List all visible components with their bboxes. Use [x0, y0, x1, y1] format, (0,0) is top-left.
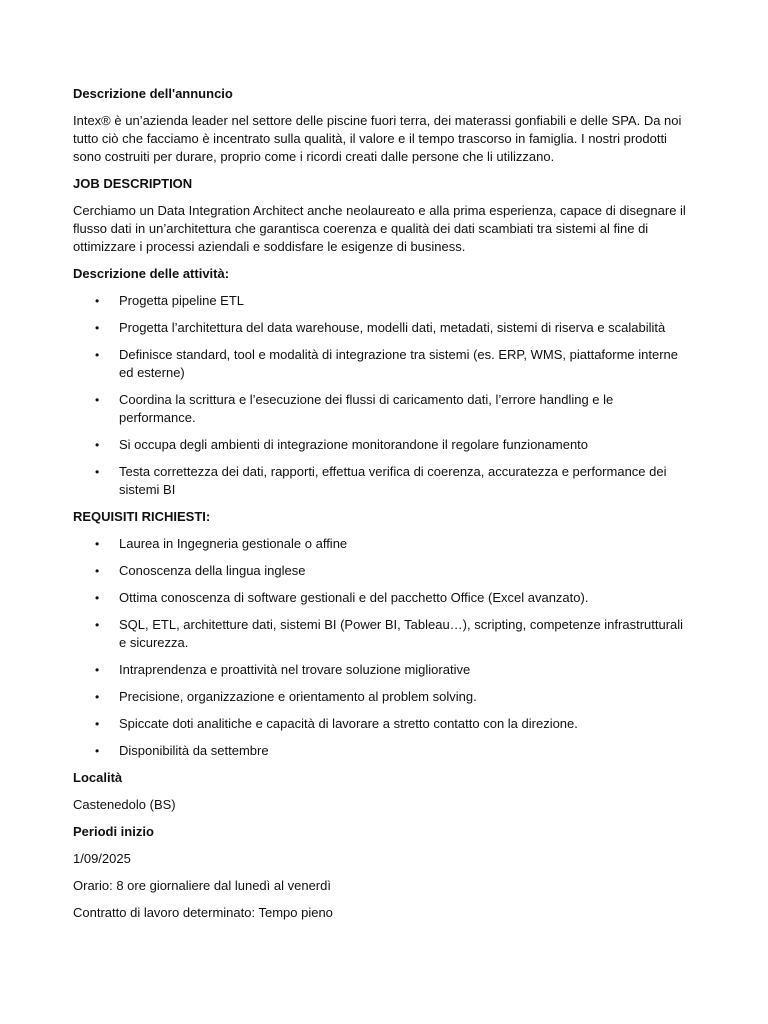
requirements-list — [73, 535, 690, 760]
list-item — [73, 391, 690, 427]
location-heading: Località — [73, 770, 123, 785]
requirements-heading: REQUISITI RICHIESTI: — [73, 509, 211, 524]
list-item-text: Ottima conoscenza di software gestionali e del pacchetto Office (Excel avanzato). — [119, 590, 589, 605]
ad-description-heading: Descrizione dell'annuncio — [73, 86, 233, 101]
list-item-text: Testa correttezza dei dati, rapporti, effettua verifica di coerenza, accuratezza e performance dei sistemi BI — [119, 464, 667, 497]
list-item-text: Definisce standard, tool e modalità di integrazione tra sistemi (es. ERP, WMS, piattaforme interne ed esterne) — [119, 347, 679, 380]
activities-heading: Descrizione delle attività: — [73, 266, 230, 281]
bullet-icon: • — [95, 393, 100, 407]
list-item-text: Intraprendenza e proattività nel trovare soluzione migliorative — [119, 662, 471, 677]
list-item-text: Progetta l’architettura del data warehouse, modelli dati, metadati, sistemi di riserva e scalabilità — [119, 320, 666, 335]
bullet-icon: • — [95, 717, 100, 731]
activities-list — [73, 292, 690, 499]
list-item-text: Conoscenza della lingua inglese — [119, 563, 306, 578]
list-item — [73, 589, 690, 607]
bullet-icon: • — [95, 438, 100, 452]
bullet-icon: • — [95, 744, 100, 758]
list-item — [73, 661, 690, 679]
location-value: Castenedolo (BS) — [73, 797, 176, 812]
list-item — [73, 319, 690, 337]
bullet-icon: • — [95, 663, 100, 677]
list-item — [73, 436, 690, 454]
bullet-icon: • — [95, 348, 100, 362]
list-item — [73, 292, 690, 310]
bullet-icon: • — [95, 465, 100, 479]
contract-type: Contratto di lavoro determinato: Tempo pieno — [73, 905, 333, 920]
job-description-paragraph: Cerchiamo un Data Integration Architect anche neolaureato e alla prima esperienza, capace di disegnare il flusso dati in un’architettura che garantisca coerenza e qualità dei dati scambiati tra sistemi al fine di ottimizzare i processi aziendali e soddisfare le esigenze di business. — [73, 203, 686, 254]
list-item-text: Disponibilità da settembre — [119, 743, 269, 758]
list-item-text: SQL, ETL, architetture dati, sistemi BI (Power BI, Tableau…), scripting, competenze infrastrutturali e sicurezza. — [119, 617, 684, 650]
list-item-text: Laurea in Ingegneria gestionale o affine — [119, 536, 348, 551]
start-date: 1/09/2025 — [73, 851, 131, 866]
list-item — [73, 616, 690, 652]
list-item-text: Progetta pipeline ETL — [119, 293, 245, 308]
start-period-heading: Periodi inizio — [73, 824, 154, 839]
bullet-icon: • — [95, 321, 100, 335]
bullet-icon: • — [95, 294, 100, 308]
company-intro-paragraph: Intex® è un’azienda leader nel settore delle piscine fuori terra, dei materassi gonfiabili e delle SPA. Da noi tutto ciò che facciamo è incentrato sulla qualità, il valore e il tempo trascorso in famiglia. I nostri prodotti sono costruiti per durare, proprio come i ricordi creati dalle persone che li utilizzano. — [73, 113, 682, 164]
list-item — [73, 463, 690, 499]
list-item-text: Precisione, organizzazione e orientamento al problem solving. — [119, 689, 477, 704]
list-item-text: Spiccate doti analitiche e capacità di lavorare a stretto contatto con la direzione. — [119, 716, 578, 731]
list-item-text: Coordina la scrittura e l’esecuzione dei flussi di caricamento dati, l’errore handling e le performance. — [119, 392, 614, 425]
list-item — [73, 535, 690, 553]
list-item — [73, 688, 690, 706]
bullet-icon: • — [95, 537, 100, 551]
job-description-heading: JOB DESCRIPTION — [73, 176, 193, 191]
list-item-text: Si occupa degli ambienti di integrazione monitorandone il regolare funzionamento — [119, 437, 589, 452]
list-item — [73, 562, 690, 580]
bullet-icon: • — [95, 591, 100, 605]
bullet-icon: • — [95, 690, 100, 704]
bullet-icon: • — [95, 564, 100, 578]
list-item — [73, 742, 690, 760]
bullet-icon: • — [95, 618, 100, 632]
list-item — [73, 715, 690, 733]
working-hours: Orario: 8 ore giornaliere dal lunedì al venerdì — [73, 878, 331, 893]
list-item — [73, 346, 690, 382]
